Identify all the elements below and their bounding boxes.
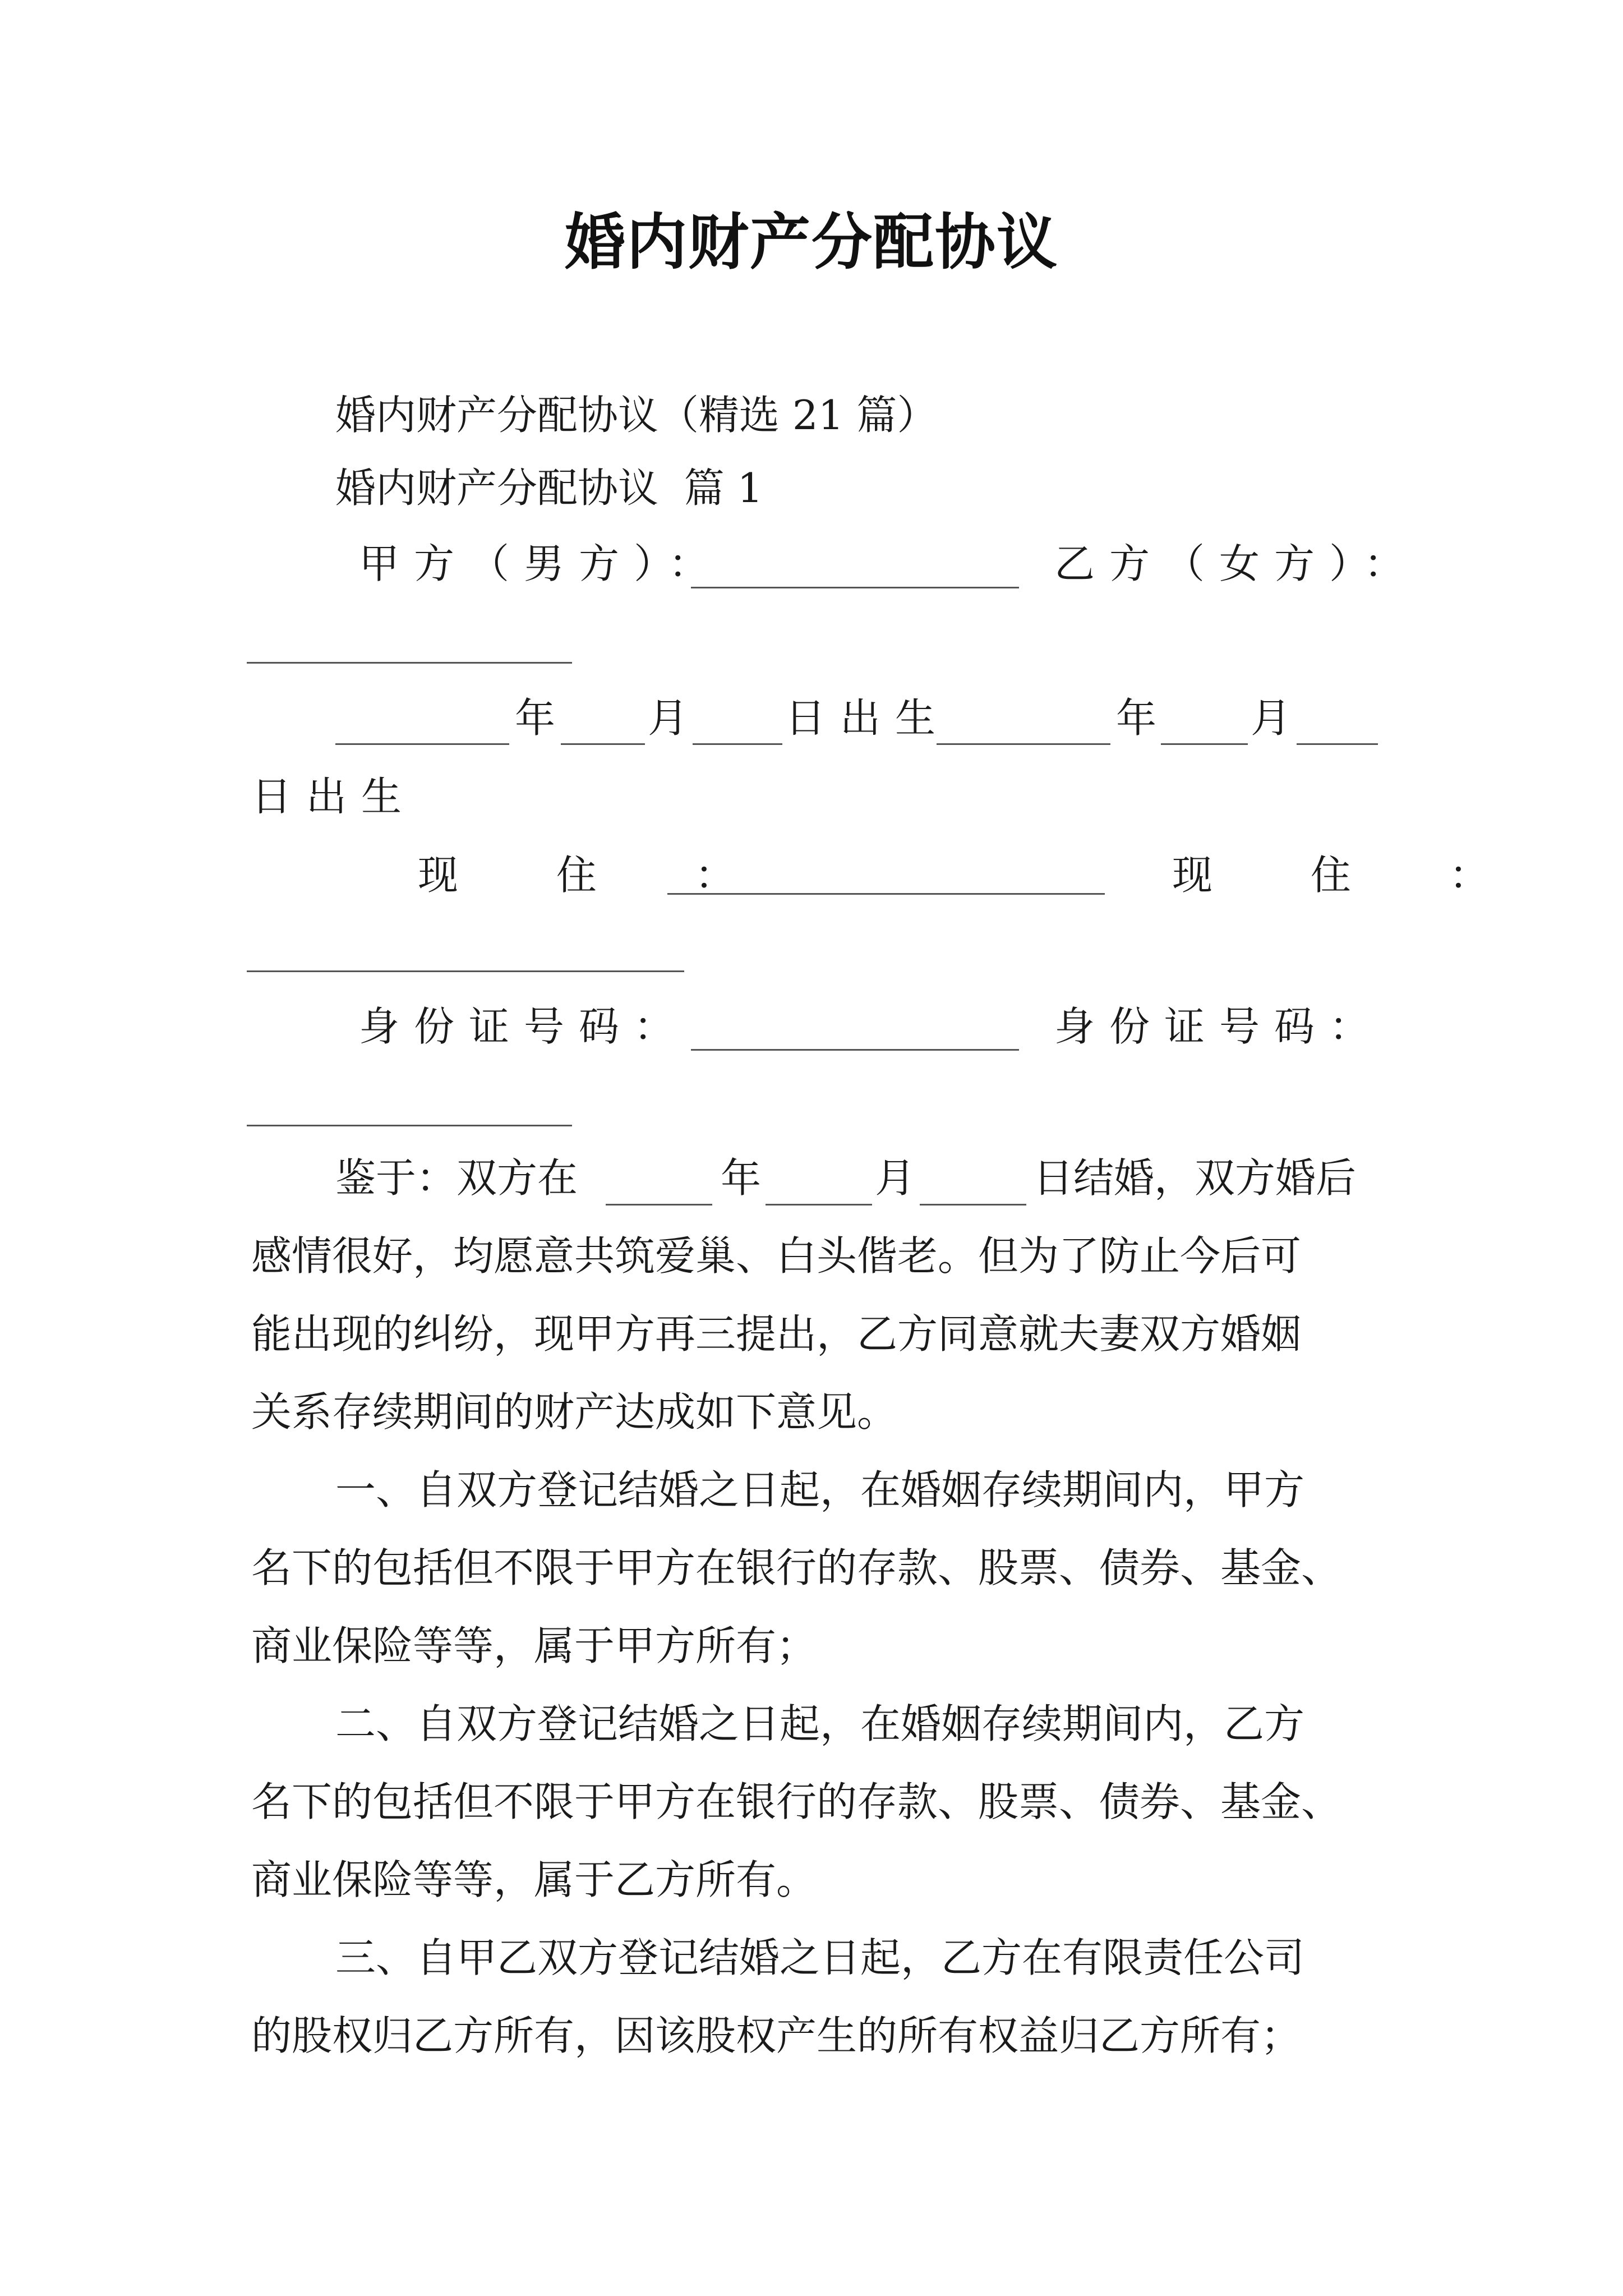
party-a-residence-blank[interactable] — [667, 893, 1105, 895]
birth-day-label-b: 日出生 — [251, 773, 417, 820]
id-label-a: 身份证号码： — [359, 1003, 689, 1050]
clause-3-line-2: 的股权归乙方所有，因该股权产生的所有权益归乙方所有； — [251, 2012, 1302, 2059]
party-a-id-blank[interactable] — [691, 1049, 1019, 1051]
recital-line-4: 关系存续期间的财产达成如下意见。 — [251, 1388, 898, 1435]
marriage-day-blank[interactable] — [920, 1204, 1026, 1205]
recital-year: 年 — [721, 1154, 762, 1202]
clause-1-line-1: 一、自双方登记结婚之日起，在婚姻存续期间内，甲方 — [335, 1466, 1305, 1513]
birth-month-label-a: 月 — [648, 694, 689, 742]
birth-year-label-a: 年 — [515, 694, 556, 742]
recital-month: 月 — [875, 1154, 916, 1202]
party-a-birth-year-blank[interactable] — [335, 743, 509, 745]
party-b-label: 乙方（女方）： — [1054, 540, 1419, 587]
clause-1-line-2: 名下的包括但不限于甲方在银行的存款、股票、债券、基金、 — [251, 1544, 1342, 1591]
party-a-birth-day-blank[interactable] — [693, 743, 782, 745]
party-a-birth-month-blank[interactable] — [561, 743, 645, 745]
recital-line-2: 感情很好，均愿意共筑爱巢、白头偕老。但为了防止今后可 — [251, 1232, 1302, 1280]
clause-2-line-1: 二、自双方登记结婚之日起，在婚姻存续期间内，乙方 — [335, 1700, 1305, 1747]
birth-year-label-b: 年 — [1116, 694, 1157, 742]
residence-label-a: 现 住 ： — [418, 852, 778, 899]
section-heading: 婚内财产分配协议 篇 1 — [335, 464, 763, 512]
recital-line-1a: 鉴于：双方在 — [335, 1154, 578, 1202]
party-b-birth-day-blank[interactable] — [1297, 743, 1378, 745]
marriage-month-blank[interactable] — [766, 1204, 872, 1205]
party-a-blank[interactable] — [691, 587, 1019, 588]
clause-2-line-3: 商业保险等等，属于乙方所有。 — [251, 1856, 817, 1903]
marriage-year-blank[interactable] — [606, 1204, 712, 1205]
party-b-residence-blank[interactable] — [247, 970, 684, 972]
clause-3-line-1: 三、自甲乙双方登记结婚之日起，乙方在有限责任公司 — [335, 1934, 1305, 1981]
party-b-birth-month-blank[interactable] — [1161, 743, 1248, 745]
birth-day-label-a: 日出生 — [785, 694, 951, 742]
subtitle: 婚内财产分配协议（精选 21 篇） — [335, 392, 938, 439]
party-b-birth-year-blank[interactable] — [937, 743, 1110, 745]
residence-label-b: 现 住 ： — [1172, 852, 1532, 899]
recital-line-3: 能出现的纠纷，现甲方再三提出，乙方同意就夫妻双方婚姻 — [251, 1310, 1302, 1358]
id-label-b: 身份证号码： — [1054, 1003, 1385, 1050]
birth-month-label-b: 月 — [1251, 694, 1292, 742]
party-b-id-blank[interactable] — [247, 1125, 572, 1126]
document-title: 婚内财产分配协议 — [564, 207, 1058, 278]
recital-line-1d: 日结婚，双方婚后 — [1033, 1154, 1357, 1202]
party-a-label: 甲方（男方）： — [359, 540, 724, 587]
clause-1-line-3: 商业保险等等，属于甲方所有； — [251, 1622, 817, 1669]
party-b-blank[interactable] — [247, 662, 572, 664]
clause-2-line-2: 名下的包括但不限于甲方在银行的存款、股票、债券、基金、 — [251, 1778, 1342, 1825]
